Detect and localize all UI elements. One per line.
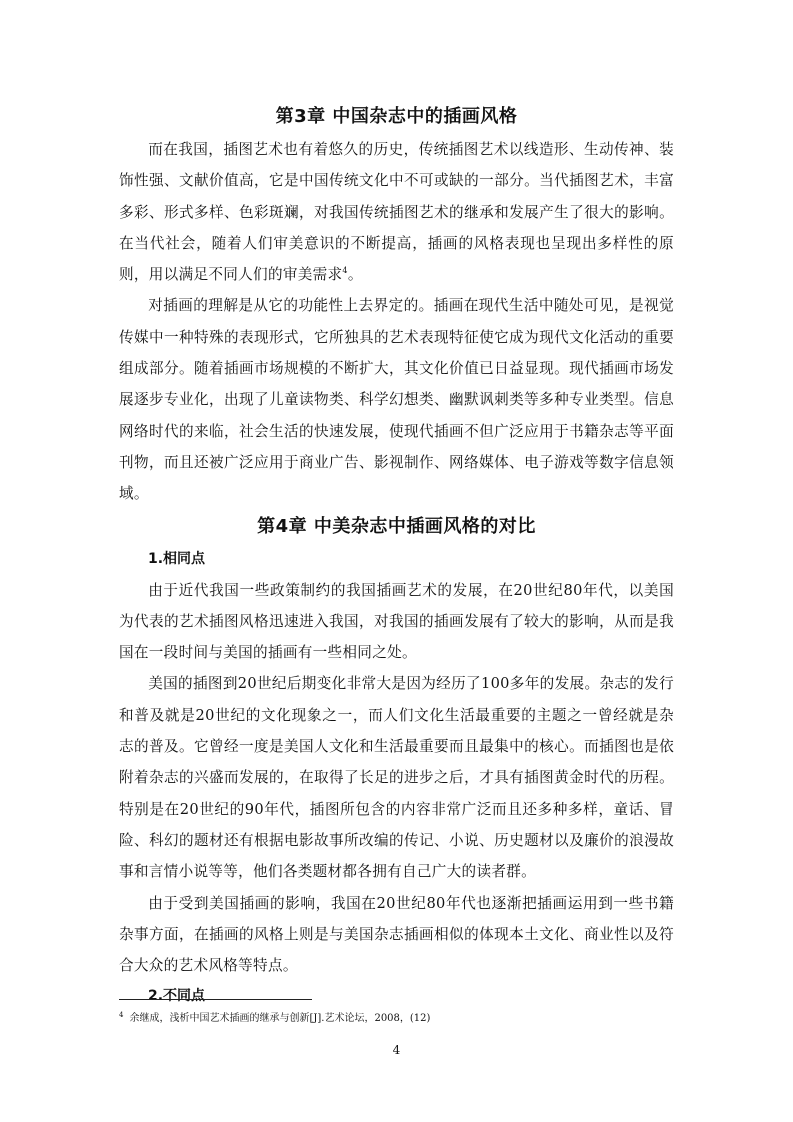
section-heading-similarities: 1.相同点 <box>148 550 206 567</box>
similarities-paragraph-2: 美国的插图到20世纪后期变化非常大是因为经历了100多年的发展。杂志的发行和普及就是20世纪的文化现象之一，而人们文化生活最重要的主题之一曾经就是杂志的普及。它曾经一度是美国人文化和生活最重要而且最集中的核心。而插图也是依附着杂志的兴盛而发展的，在取得了长足的进步之后，才具有插图黄金时代的历程。特别是在20世纪的90年代，插图所包含的内容非常广泛而且还多种多样，童话、冒险、科幻的题材还有根据电影故事所改编的传记、小说、历史题材以及廉价的浪漫故事和言情小说等等，他们各类题材都各拥有自己广大的读者群。 <box>119 675 674 881</box>
paragraph-text: 而在我国，插图艺术也有着悠久的历史，传统插图艺术以线造形、生动传神、装饰性强、文献价值高，它是中国传统文化中不可或缺的一部分。当代插图艺术，丰富多彩、形式多样、色彩斑斓，对我国传统插图艺术的继承和发展产生了很大的影响。在当代社会，随着人们审美意识的不断提高，插画的风格表现也呈现出多样性的原则，用以满足不同人们的审美需求 <box>119 141 674 284</box>
footnote-divider <box>119 999 312 1000</box>
footnote-reference[interactable]: 4 <box>342 266 348 276</box>
footnote-marker: 4 <box>119 1011 124 1019</box>
chapter-4-title: 第4章 中美杂志中插画风格的对比 <box>257 515 536 537</box>
section-heading-differences: 2.不同点 <box>148 988 206 1005</box>
page-number: 4 <box>392 1043 401 1057</box>
chapter-3-paragraph-1 <box>119 134 674 290</box>
chapter-3-paragraph-2: 对插画的理解是从它的功能性上去界定的。插画在现代生活中随处可见，是视觉传媒中一种特殊的表现形式，它所独具的艺术表现特征使它成为现代文化活动的重要组成部分。随着插画市场规模的不断扩大，其文化价值已日益显现。现代插画市场发展逐步专业化，出现了儿童读物类、科学幻想类、幽默讽刺类等多种专业类型。信息网络时代的来临，社会生活的快速发展，使现代插画不但广泛应用于书籍杂志等平面刊物，而且还被广泛应用于商业广告、影视制作、网络媒体、电子游戏等数字信息领域。 <box>119 297 674 503</box>
footnote <box>119 1012 674 1026</box>
footnote-text: 余继成，浅析中国艺术插画的继承与创新[J].艺术论坛，2008，(12) <box>129 1013 431 1024</box>
paragraph-end: 。 <box>347 266 363 284</box>
similarities-paragraph-1: 由于近代我国一些政策制约的我国插画艺术的发展，在20世纪80年代，以美国为代表的艺术插图风格迅速进入我国，对我国的插画发展有了较大的影响，从而是我国在一段时间与美国的插画有一些相同之处。 <box>119 581 674 662</box>
similarities-paragraph-3: 由于受到美国插画的影响，我国在20世纪80年代也逐渐把插画运用到一些书籍杂事方面，在插画的风格上则是与美国杂志插画相似的体现本土文化、商业性以及符合大众的艺术风格等特点。 <box>119 894 674 975</box>
chapter-3-title: 第3章 中国杂志中的插画风格 <box>275 106 518 127</box>
page-body <box>119 100 674 1012</box>
